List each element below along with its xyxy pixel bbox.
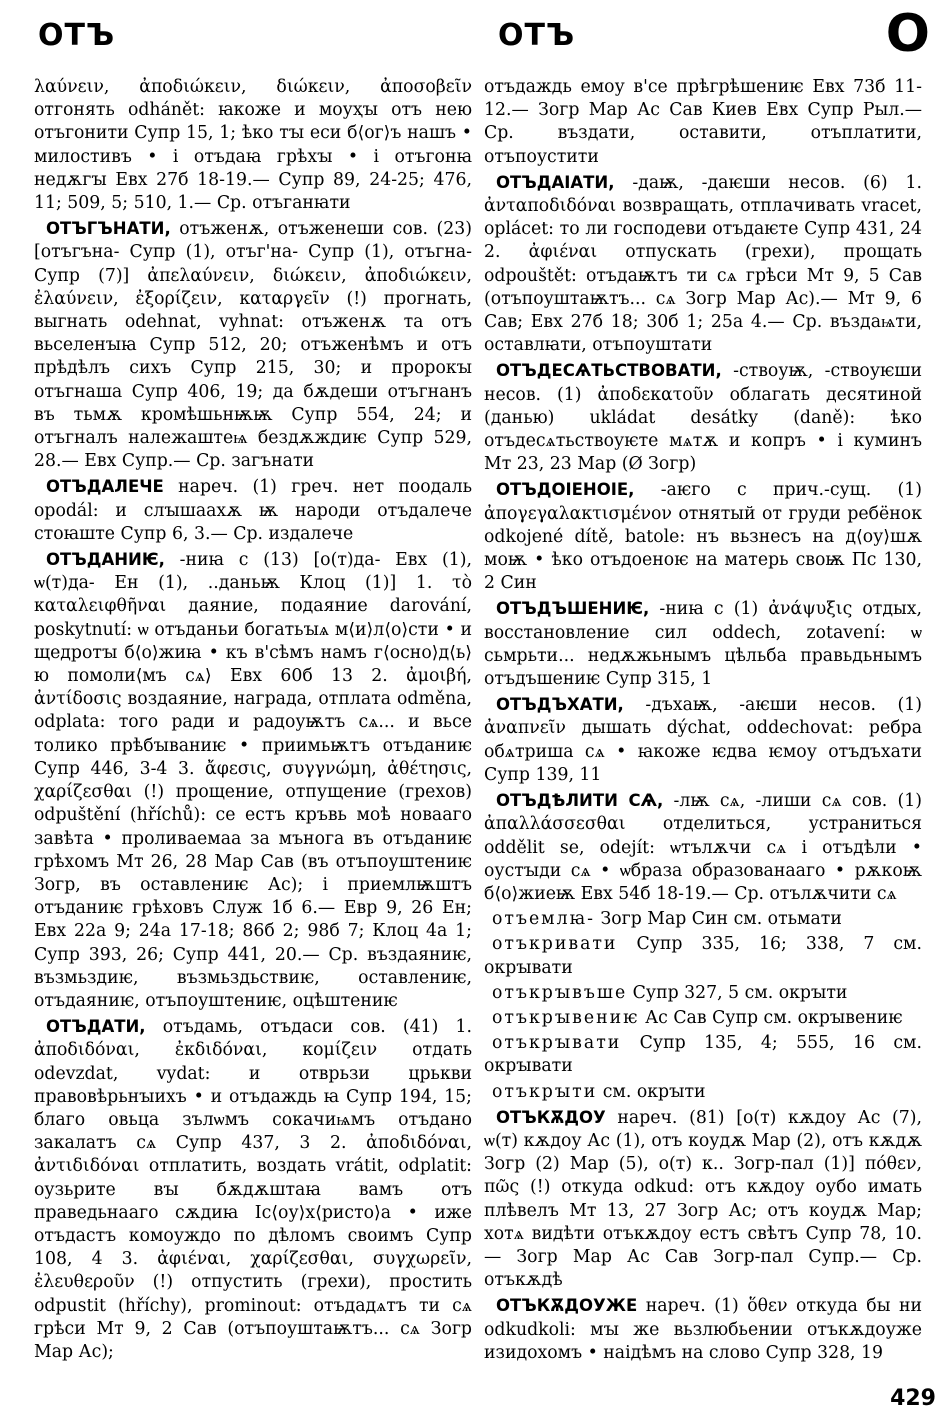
dictionary-entry xyxy=(484,1294,922,1365)
entry-headword: ОТЪДАЛЕЧЕ xyxy=(46,477,164,497)
cross-reference-form: отъкривати xyxy=(492,934,618,955)
cross-reference-form: отъкрꙑвати xyxy=(492,1033,622,1054)
entry-continuation: λαύνειν, ἀποδιώκειν, διώκειν, ἀποσοβεῖν отгонять odhánět: ꙗкоже и моуҳꙑ отъ нею отъгонити Супр 15, 1; ѣко тꙑ еси б⟨ог⟩ъ нашъ • милостивъ • і отъдаꙗ грѣхꙑ • і отъгонꙗ недѫгꙑ Евх 27б 18-19.— Супр 89, 24-25; 476, 11; 509, 5; 510, 1.— Ср. отъганꙗти xyxy=(34,77,472,214)
entry-body: нареч. (81) [о(т) кѫдоу Ас (7), ѡ(т) кѫдоу Ас (1), отъ коудѫ Мар (2), отъ кѫдѫ Зогр (2) Мар (5), о(т) к.. Зогр-пал (1)] πόθεν, πῶς (!) откуда odkud: отъ кѫдоу оубо имать плѣвелъ Мт 13, 27 Зогр Ас; отъ коудѫ Мар; хотѧ видѣти отъкѫдоу естъ свѣтъ Супр 78, 10.— Зогр Мар Ас Сав Зогр-пал Супр.— Ср. отъкѫдѣ xyxy=(484,1107,922,1291)
dictionary-entry xyxy=(484,171,922,358)
entry-body: -ниꙗ с (1) ἀνάψυξις отдых, восстановление сил oddech, zotavení: ѡ сьмрьти... недѫжьнымъ цѣльба правьдьнымъ отъдъшениѥ Супр 315, 1 xyxy=(484,599,922,690)
entry-body: -дъхаѭ, -аѥши несов. (1) ἀναπνεῖν дышать dýchat, oddechovat: ребра обѧтриша сѧ • ꙗкоже ѥдва ѥмоу отъдъхати Супр 139, 11 xyxy=(484,695,922,785)
cross-reference-target: см. окрꙑвати xyxy=(484,1033,922,1077)
entry-body: -даѭ, -даѥши несов. (6) 1. ἀνταποδιδόναι возвращать, отплачивать vracet, oplácet: то ли господеви отъдаѥте Супр 431, 24 2. ἀφιέναι отпускать (грехи), прощать odpouštět: отъдаѭтъ ти сѧ грѣси Мт 9, 5 Сав (отъпоуштаѭтъ... сѧ Зогр Мар Ас).— Мт 9, 6 Сав; Евх 27б 18; 30б 1; 25а 4.— Ср. въздаѩти, оставлꙗти, отъпоуштати xyxy=(484,172,922,356)
dictionary-entry xyxy=(484,1106,922,1293)
cross-reference-sources: Супр 327, 5 xyxy=(627,982,745,1003)
entry-headword: ОТЪГЪНАТИ, xyxy=(46,219,171,239)
cross-reference-entry xyxy=(484,1007,922,1030)
entry-body: -ствоуѭ, -ствоуѥши несов. (1) ἀποδεκατοῦν облагать десятиной (данью) ukládat desátky (daně): ѣко отъдесѧтьствоуѥте мѧтѫ и копръ • і куминъ Мт 23, 23 Мар (Ø Зогр) xyxy=(484,361,922,475)
entry-headword: ОТЪДЪХАТИ, xyxy=(496,695,624,715)
entry-body: нареч. (1) ὅθεν откуда бы ни odkudkoli: мꙑ же вьзлюбьении отъкѫдоуже изидохомъ • наідѣмъ на слово Супр 328, 19 xyxy=(484,1296,922,1363)
dictionary-entry xyxy=(484,597,922,691)
cross-reference-target: см. окрꙑти xyxy=(744,982,848,1003)
cross-reference-entry xyxy=(484,982,922,1005)
entry-body: -лѭ сѧ, -лиши сѧ сов. (1) ἀπαλλάσσεσθαι отделиться, устраниться oddělit se, odejít: ѡтълѫчи сѧ і отъдѣли • оустꙑди сѧ • ѡбраза образованааго • рѫкоѭ б⟨о⟩жиеѭ Евх 54б 18-19.— Ср. отълѫчити сѧ xyxy=(484,791,922,904)
cross-reference-target: см. окрꙑвати xyxy=(484,934,922,978)
entry-body: -аѥго с прич.-сущ. (1) ἀπογεγαλακτισμένον отнятый от груди ребёнок odkojené dítě, batole: нъ вьзнесъ на д⟨оу⟩шѫ моѭ • ѣко отъдоеноѥ на матерь своѭ Пс 130, 2 Син xyxy=(484,480,922,594)
dictionary-entry xyxy=(484,693,922,787)
cross-reference-target: см. окрꙑти xyxy=(602,1081,706,1102)
entry-headword: ОТЪДОІЕНОІЕ, xyxy=(496,480,635,500)
dictionary-entry xyxy=(484,478,922,595)
dictionary-column-right xyxy=(484,76,922,1367)
cross-reference-target: см. отьмати xyxy=(733,909,842,930)
cross-reference-entry xyxy=(484,933,922,979)
cross-reference-form: отъкрꙑти xyxy=(492,1081,598,1102)
cross-reference-entry xyxy=(484,908,922,931)
cross-reference-form: отъкрꙑвениѥ xyxy=(492,1007,640,1028)
entry-headword: ОТЪДЪШЕНИѤ, xyxy=(496,599,650,619)
running-headword-right: ОТЪ xyxy=(498,18,576,53)
dictionary-entry xyxy=(484,789,922,906)
entry-headword: ОТЪДАНИѤ, xyxy=(46,550,165,570)
cross-reference-entry xyxy=(484,1081,922,1104)
dictionary-entry xyxy=(484,359,922,476)
cross-reference-entry xyxy=(484,1032,922,1078)
cross-reference-sources: Супр 135, 4; 555, 16 xyxy=(621,1033,894,1054)
running-headword-left: ОТЪ xyxy=(38,18,116,53)
entry-headword: ОТЪДАТИ, xyxy=(46,1017,146,1037)
page-number: 429 xyxy=(890,1386,936,1411)
entry-body: отъдамь, отъдаси сов. (41) 1. ἀποδιδόναι, ἐκδιδόναι, κομίζειν отдать odevzdat, vydat: и отврьзи црькви правовѣрьнꙑихъ • и отъдаждь ꙗ Супр 194, 15; благо овьца зълѡмъ сокачиѩмъ отъдано закалатъ сѧ Супр 437, 3 2. ἀποδιδόναι, ἀντιδιδόναι отплатить, воздать vrátit, odplatit: оузьрите вꙑ бѫдѫштаꙗ вамъ отъ праведьнааго сѫдиꙗ Іс⟨оу⟩х⟨ристо⟩а • иже отъдастъ комоуждо по дѣломъ своимъ Супр 108, 4 3. ἀφιέναι, χαρίζεσθαι, συγχωρεῖν, ἐλευθεροῦν (!) отпустить (грехи), простить odpustit (hříchy), prominout: отъдадѧтъ ти сѧ грѣси Мт 9, 2 Сав (отъпоуштаѭтъ... сѧ Зогр Мар Ас); xyxy=(34,1017,472,1362)
entry-body: нареч. (1) греч. нет поодаль opodál: и слꙑшаахѫ ѭ народи отъдалече стоꙗште Супр 6, 3.— Ср. издалече xyxy=(34,477,472,544)
dictionary-entry xyxy=(34,475,472,546)
entry-headword: ОТЪДАІАТИ, xyxy=(496,172,615,192)
entry-headword: ОТЪДѢЛИТИ СѦ, xyxy=(496,791,664,811)
entry-headword: ОТЪКѪДОУ xyxy=(496,1107,606,1127)
entry-headword: ОТЪДЕСѦТЬСТВОВАТИ, xyxy=(496,361,722,381)
dictionary-entry xyxy=(34,217,472,473)
cross-reference-sources: Ас Сав Супр xyxy=(639,1007,764,1028)
dictionary-column-left xyxy=(34,76,472,1366)
dictionary-entry xyxy=(34,1015,472,1364)
entry-body: отъженѫ, отъженеши сов. (23) [отъгъна- Супр (1), отъг'на- Супр (1), отъгна- Супр (7)] ἀπελαύνειν, διώκειν, ἀποδιώκειν, ἐλαύνειν, ἐξορίζειν, καταργεῖν (!) прогнать, выгнать odehnat, vyhnat: отъженѫ та отъ вьселенꙑꙗ Супр 512, 20; отъженѣмъ и отъ прѣдѣлъ сихъ Супр 215, 30; и пророкꙑ отъгнаша Супр 406, 19; да бѫдеши отъгнанъ въ тьмѫ кромѣшьнѭѭ Супр 554, 24; и отъгналъ належаштеѩ бездѫждиѥ Супр 529, 28.— Евх Супр.— Ср. загънати xyxy=(34,219,472,472)
cross-reference-target: см. окрꙑвениѥ xyxy=(763,1007,903,1028)
cross-reference-form: отъемлꙗ- xyxy=(492,909,595,930)
entry-continuation: отъдаждь емоу в'се прѣгрѣшениѥ Евх 73б 11-12.— Зогр Мар Ас Сав Киев Евх Супр Рыл.— Ср. въздати, оставити, отъплатити, отъпоустити xyxy=(484,77,922,167)
entry-body: -ниꙗ с (13) [о(т)да- Евх (1), ѡ(т)да- Ен (1), ..даньѭ Клоц (1)] 1. τὸ καταλειφθῆναι даяние, подаяние darování, poskytnutí: ѡ отъданьи богатьꙑѧ м⟨и⟩л⟨о⟩сти • и щедротꙑ б⟨о⟩жиꙗ • къ в'сѣмъ намъ г⟨осно⟩д⟨ь⟩ю помоли⟨мъ сѧ⟩ Евх 60б 13 2. ἀμοιβή, ἀντίδοσις воздаяние, награда, отплата odměna, odplata: того ради и радоуѭтъ сѧ... и вьсе толико прѣбꙑваниѥ • приимьѭтъ отъданиѥ Супр 446, 3-4 3. ἄφεσις, συγγνώμη, ἀθέτησις, χαρίζεσθαι (!) прощение, отпущение (грехов) odpuštění (hříchů): се естъ кръвь моѣ новааго завѣта • проливаемаа за мънога въ отъданиѥ грѣхомъ Мт 26, 28 Мар Сав (въ отъпоуштениѥ Зогр, въ оставлениѥ Ас); і приемлѭштъ отъданиѥ грѣховъ Служ 1б 6.— Евр 9, 26 Ен; Евх 22а 9; 24а 17-18; 86б 2; 98б 7; Клоц 4а 1; Супр 393, 26; Супр 441, 20.— Ср. въздаяниѥ, възмьздиѥ, възмьздьствиѥ, оставлениѥ, отъдаяниѥ, отъпоуштениѥ, оцѣштениѥ xyxy=(34,550,472,1011)
cross-reference-sources: Супр 335, 16; 338, 7 xyxy=(617,934,894,955)
section-letter: О xyxy=(885,4,930,64)
cross-reference-form: отъкрꙑвъше xyxy=(492,982,628,1003)
dictionary-entry xyxy=(34,548,472,1013)
entry-headword: ОТЪКѪДОУЖЕ xyxy=(496,1296,638,1316)
cross-reference-sources: Зогр Мар Син xyxy=(594,909,734,930)
